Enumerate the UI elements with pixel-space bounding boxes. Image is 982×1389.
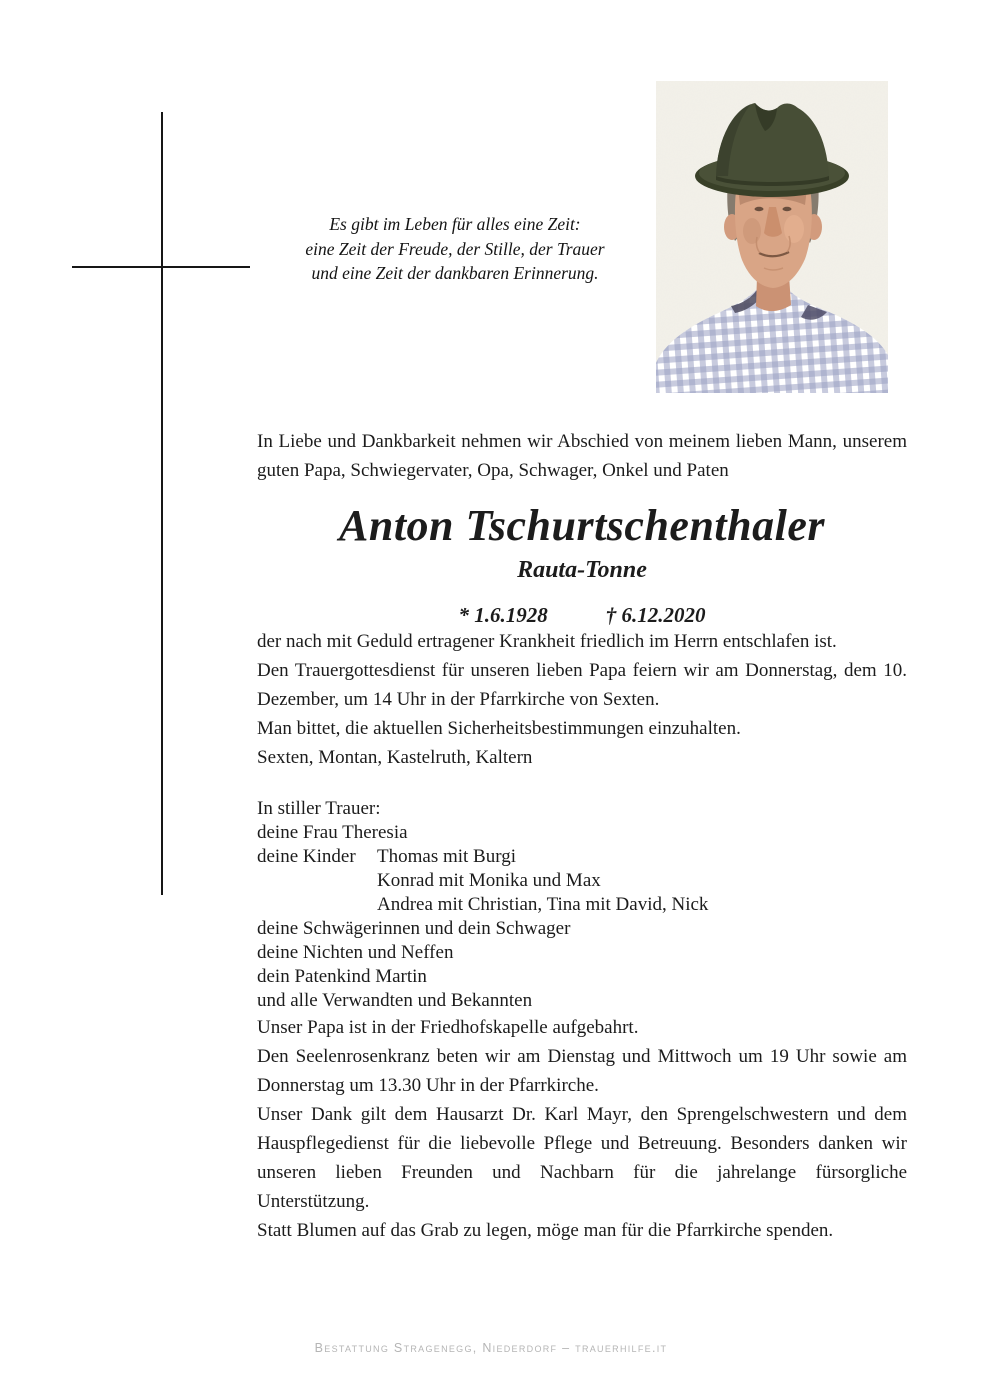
footer-credit: Bestattung Stragenegg, Niederdorf – trauerhilfe.it <box>314 1341 668 1355</box>
thanks-note: Unser Dank gilt dem Hausarzt Dr. Karl Mayr, den Sprengelschwestern und dem Hauspflegedienst für die liebevolle Pflege und Betreuung. Besonders danken wir unseren lieben Freunden und Nachbarn für die jahrelange fürsorgliche Unterstützung. <box>257 1104 907 1212</box>
quote-line: Es gibt im Leben für alles eine Zeit: <box>329 214 581 234</box>
children-entries <box>377 845 708 917</box>
chapel-note: Unser Papa ist in der Friedhofskapelle aufgebahrt. <box>257 1017 639 1038</box>
memorial-quote <box>255 212 655 286</box>
mourning-title: In stiller Trauer: <box>257 798 381 819</box>
mourning-entry: und alle Verwandten und Bekannten <box>257 990 533 1011</box>
child-entry: Thomas mit Burgi <box>377 846 516 867</box>
flowers-note: Statt Blumen auf das Grab zu legen, möge man für die Pfarrkirche spenden. <box>257 1220 834 1241</box>
portrait-cheek-left <box>743 218 761 244</box>
deceased-nickname: Rauta-Tonne <box>517 557 647 583</box>
portrait-eye-right <box>783 207 792 211</box>
mourning-wife: deine Frau Theresia <box>257 822 408 843</box>
announcement-text: In Liebe und Dankbarkeit nehmen wir Abschied von meinem lieben Mann, unserem guten Papa, Schwiegervater, Opa, Schwager, Onkel und Paten <box>257 431 907 481</box>
safety-rules-note: Man bittet, die aktuellen Sicherheitsbestimmungen einzuhalten. <box>257 718 741 739</box>
death-date: † 6.12.2020 <box>605 603 706 627</box>
main-text-column <box>257 427 907 1245</box>
deceased-name: Anton Tschurtschenthaler <box>339 501 825 550</box>
mourning-children-row <box>257 845 907 917</box>
mourning-other-entries <box>257 917 907 1013</box>
mourning-entry: deine Schwägerinnen und dein Schwager <box>257 918 571 939</box>
funeral-service-note: Den Trauergottesdienst für unseren lieben Papa feiern wir am Donnerstag, dem 10. Dezember, um 14 Uhr in der Pfarrkirche von Sexten. <box>257 660 907 710</box>
mourning-list <box>257 797 907 1013</box>
quote-line: eine Zeit der Freude, der Stille, der Trauer <box>305 238 605 259</box>
rosary-note: Den Seelenrosenkranz beten wir am Dienstag und Mittwoch um 19 Uhr sowie am Donnerstag um 13.30 Uhr in der Pfarrkirche. <box>257 1046 907 1096</box>
birth-date: * 1.6.1928 <box>458 603 548 627</box>
portrait-photo <box>656 81 888 393</box>
mourning-entry: deine Nichten und Neffen <box>257 942 454 963</box>
places-line: Sexten, Montan, Kastelruth, Kaltern <box>257 747 533 768</box>
mourning-entry: dein Patenkind Martin <box>257 966 427 987</box>
cross-horizontal-bar <box>72 266 250 268</box>
child-entry: Andrea mit Christian, Tina mit David, Nick <box>377 894 709 915</box>
passing-note: der nach mit Geduld ertragener Krankheit friedlich im Herrn entschlafen ist. <box>257 631 837 652</box>
children-label: deine Kinder <box>257 846 356 867</box>
cross-vertical-bar <box>161 112 163 895</box>
quote-line: und eine Zeit der dankbaren Erinnerung. <box>311 263 599 283</box>
portrait-cheek-right <box>784 215 804 243</box>
life-dates-row <box>257 603 907 627</box>
portrait-illustration <box>656 81 888 393</box>
portrait-eye-left <box>755 207 764 211</box>
child-entry: Konrad mit Monika und Max <box>377 870 601 891</box>
